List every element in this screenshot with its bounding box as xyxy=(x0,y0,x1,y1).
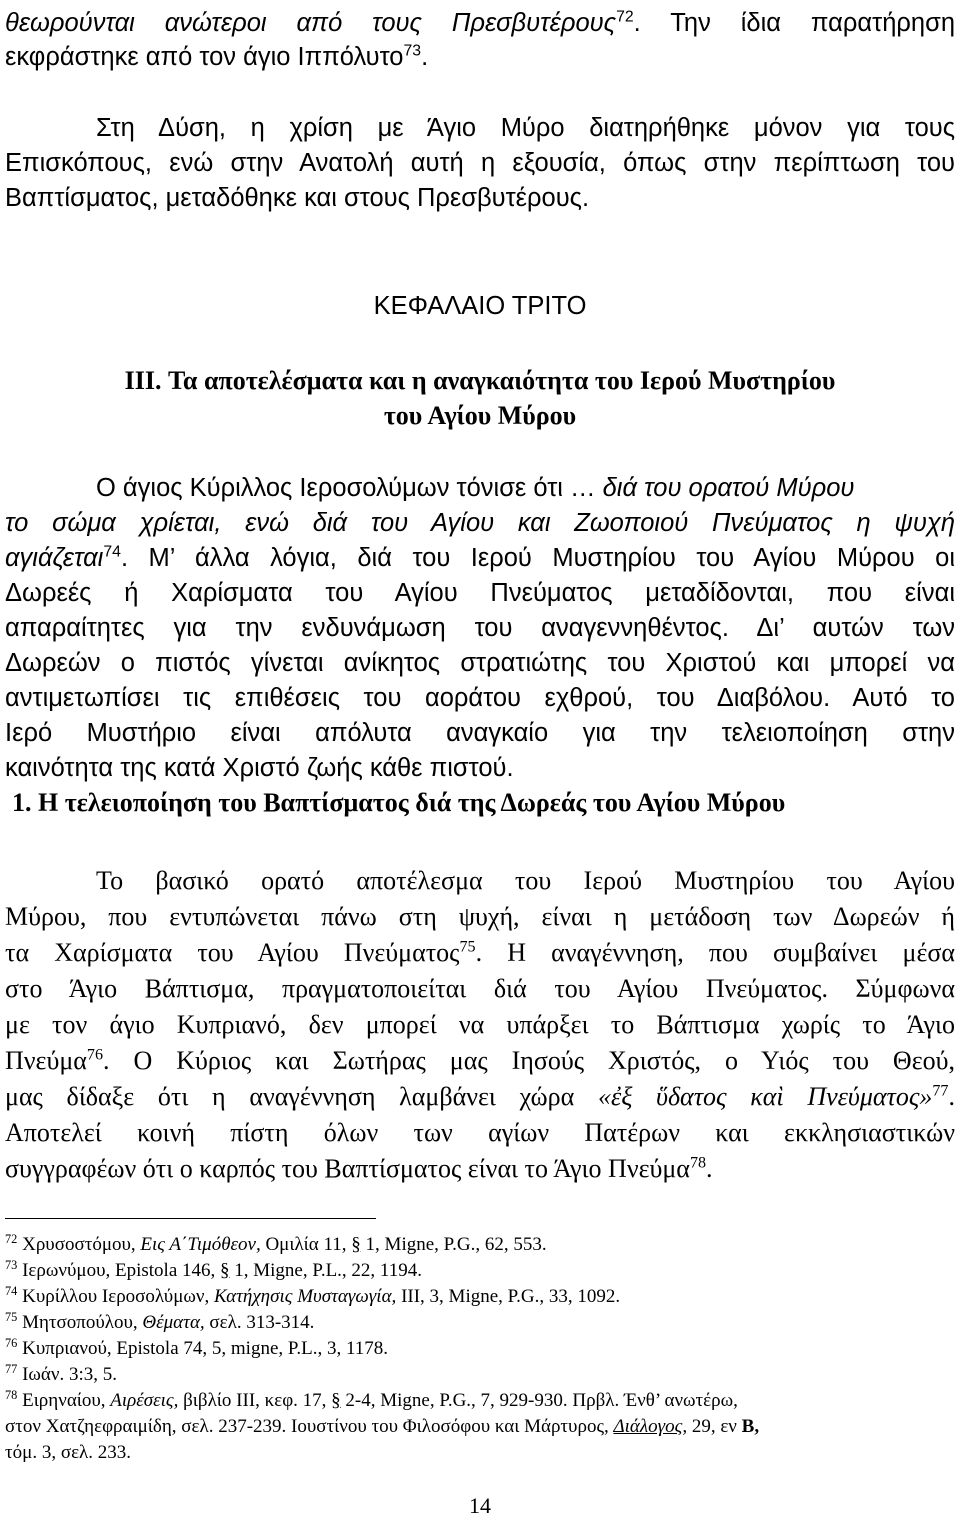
body-line: Στη Δύση, η χρίση με Άγιο Μύρο διατηρήθηκε μόνον για τους xyxy=(96,114,955,142)
footnote-76 xyxy=(5,1336,955,1361)
body-line: Δωρεές ή Χαρίσματα του Αγίου Πνεύματος μεταδίδονται, που είναι xyxy=(5,579,955,607)
italic-quote: διά του ορατού Μύρου xyxy=(602,474,855,502)
text: 1, Migne, P.L., 22, 1194. xyxy=(229,1260,422,1281)
body-line: Ιερό Μυστήριο είναι απόλυτα αναγκαίο για την τελειοποίηση στην xyxy=(5,719,955,747)
italic-quote: «ἐξ ὕδατος καὶ Πνεύματος» xyxy=(597,1082,933,1111)
body-line xyxy=(5,1151,955,1187)
body-line xyxy=(5,6,955,40)
footnote-77 xyxy=(5,1362,955,1387)
section-sign: § xyxy=(331,1390,341,1411)
section-heading: 1. Η τελειοποίηση του Βαπτίσματος διά της Δωρεάς του Αγίου Μύρου xyxy=(12,788,786,817)
footnote-number: 74 xyxy=(5,1284,18,1299)
text: . Ο Κύριος και Σωτήρας μας Ιησούς Χριστός, ο Υιός του Θεού, xyxy=(103,1046,955,1075)
text: στον Χατζηεφραιμίδη, σελ. 237-239. Ιουστίνου του Φιλοσόφου και Μάρτυρος, xyxy=(5,1416,614,1437)
footnote-ref-72[interactable]: 72 xyxy=(616,8,634,26)
body-line: με τον άγιο Κυπριανό, δεν μπορεί να υπάρξει το Βάπτισμα χωρίς το Άγιο xyxy=(5,1010,955,1039)
footnote-78-cont xyxy=(5,1414,955,1439)
text: Κυπριανού, Epistola 74, 5, migne, P.L., 3, 1178. xyxy=(17,1338,388,1359)
body-line xyxy=(5,935,955,971)
footnote-ref-75[interactable]: 75 xyxy=(459,938,476,956)
text: βιβλίο ΙΙΙ, κεφ. 17, xyxy=(178,1390,332,1411)
body-line xyxy=(5,541,955,575)
page-number: 14 xyxy=(469,1493,491,1518)
footnote-78-cont: τόμ. 3, σελ. 233. xyxy=(5,1442,132,1463)
footnote-number: 78 xyxy=(5,1388,18,1403)
body-line: Βαπτίσματος, μεταδόθηκε και στους Πρεσβυτέρους. xyxy=(5,184,590,212)
text: σελ. 313-314. xyxy=(204,1312,315,1333)
section-sign: § xyxy=(220,1260,230,1281)
text: μας δίδαξε ότι η αναγέννηση λαμβάνει χώρα xyxy=(5,1082,598,1111)
footnote-number: 77 xyxy=(5,1362,18,1377)
text: ΙΙΙ, 3, Migne, P.G., 33, 1092. xyxy=(396,1286,621,1307)
chapter-heading: ΚΕΦΑΛΑΙΟ ΤΡΙΤΟ xyxy=(373,292,587,320)
text: Ιερωνύμου, Epistola 146, xyxy=(17,1260,220,1281)
footnote-73 xyxy=(5,1258,955,1283)
italic-quote: αγιάζεται xyxy=(5,544,104,572)
footnote-78 xyxy=(5,1388,955,1413)
text: συγγραφέων ότι ο καρπός του Βαπτίσματος είναι το Άγιο Πνεύμα xyxy=(5,1154,690,1183)
body-line: αντιμετωπίσει τις επιθέσεις του αοράτου εχθρού, του Διαβόλου. Αυτό το xyxy=(5,684,955,712)
footnote-ref-77[interactable]: 77 xyxy=(932,1082,949,1100)
text: 29, εν xyxy=(687,1416,742,1437)
text: . xyxy=(421,43,429,71)
footnote-ref-76[interactable]: 76 xyxy=(86,1046,103,1064)
body-line: απαραίτητες για την ενδυνάμωση του αναγεννηθέντος. Δι’ αυτών των xyxy=(5,614,955,642)
text: 2-4, Migne, P.G., 7, 929-930. Πρβλ. Ένθ’ ανωτέρω, xyxy=(340,1390,738,1411)
text: . Την ίδια παρατήρηση xyxy=(633,9,956,37)
chapter-title: του Αγίου Μύρου xyxy=(383,401,577,430)
footnote-72 xyxy=(5,1232,955,1257)
body-line xyxy=(96,471,955,505)
text: . xyxy=(706,1154,713,1183)
footnote-separator xyxy=(5,1218,376,1219)
text: 1, Migne, P.G., 62, 553. xyxy=(360,1234,547,1255)
footnote-number: 76 xyxy=(5,1336,18,1351)
body-line: καινότητα της κατά Χριστό ζωής κάθε πιστού. xyxy=(5,754,514,782)
body-line: το σώμα χρίεται, ενώ διά του Αγίου και Ζωοποιού Πνεύματος η ψυχή xyxy=(5,509,955,537)
body-line: Επισκόπους, ενώ στην Ανατολή αυτή η εξουσία, όπως στην περίπτωση του xyxy=(5,149,955,177)
footnote-number: 73 xyxy=(5,1258,18,1273)
footnote-ref-73[interactable]: 73 xyxy=(403,42,422,60)
text: Μητσοπούλου, xyxy=(17,1312,143,1333)
body-line xyxy=(5,1043,955,1079)
body-line: Το βασικό ορατό αποτέλεσμα του Ιερού Μυστηρίου του Αγίου xyxy=(96,866,955,895)
text: Πνεύμα xyxy=(5,1046,87,1075)
text: Χρυσοστόμου, xyxy=(17,1234,141,1255)
text: Ομιλία 11, xyxy=(260,1234,352,1255)
footnote-ref-74[interactable]: 74 xyxy=(103,543,121,561)
text: . Μ’ άλλα λόγια, διά του Ιερού Μυστηρίου του Αγίου Μύρου οι xyxy=(120,544,955,572)
text: Ιωάν. 3:3, 5. xyxy=(17,1364,118,1385)
body-line: Δωρεών ο πιστός γίνεται ανίκητος στρατιώτης του Χριστού και μπορεί να xyxy=(5,649,955,677)
chapter-title: III. Τα αποτελέσματα και η αναγκαιότητα του Ιερού Μυστηρίου xyxy=(124,366,836,395)
footnote-ref-78[interactable]: 78 xyxy=(689,1154,707,1172)
text: . Η αναγέννηση, που συμβαίνει μέσα xyxy=(475,938,955,967)
section-sign: § xyxy=(351,1234,361,1255)
text: τα Χαρίσματα του Αγίου Πνεύματος xyxy=(5,938,460,967)
footnote-number: 72 xyxy=(5,1232,18,1247)
body-line xyxy=(5,1079,955,1115)
text: εκφράστηκε από τον άγιο Ιππόλυτο xyxy=(5,43,404,71)
italic-text: θεωρούνται ανώτεροι από τους Πρεσβυτέρους xyxy=(5,9,617,37)
body-line xyxy=(5,40,955,74)
text: Κατήχησις Μυσταγωγία, xyxy=(214,1286,397,1307)
text: Κυρίλλου Ιεροσολύμων, xyxy=(17,1286,214,1307)
text: Ειρηναίου, xyxy=(17,1390,111,1411)
text: Αιρέσεις, xyxy=(110,1390,179,1411)
text: Ο άγιος Κύριλλος Ιεροσολύμων τόνισε ότι … xyxy=(96,474,603,502)
footnote-75 xyxy=(5,1310,955,1335)
footnote-74 xyxy=(5,1284,955,1309)
text: Εις Α΄Τιμόθεον, xyxy=(140,1234,261,1255)
footnote-number: 75 xyxy=(5,1310,18,1325)
body-line: Αποτελεί κοινή πίστη όλων των αγίων Πατέρων και εκκλησιαστικών xyxy=(5,1118,955,1147)
text: . xyxy=(948,1082,955,1111)
body-line: στο Άγιο Βάπτισμα, πραγματοποιείται διά του Αγίου Πνεύματος. Σύμφωνα xyxy=(5,974,955,1003)
text: Θέματα, xyxy=(142,1312,205,1333)
text: Β, xyxy=(741,1416,760,1437)
text: Διάλογος, xyxy=(613,1416,688,1437)
body-line: Μύρου, που εντυπώνεται πάνω στη ψυχή, είναι η μετάδοση των Δωρεών ή xyxy=(5,902,955,931)
